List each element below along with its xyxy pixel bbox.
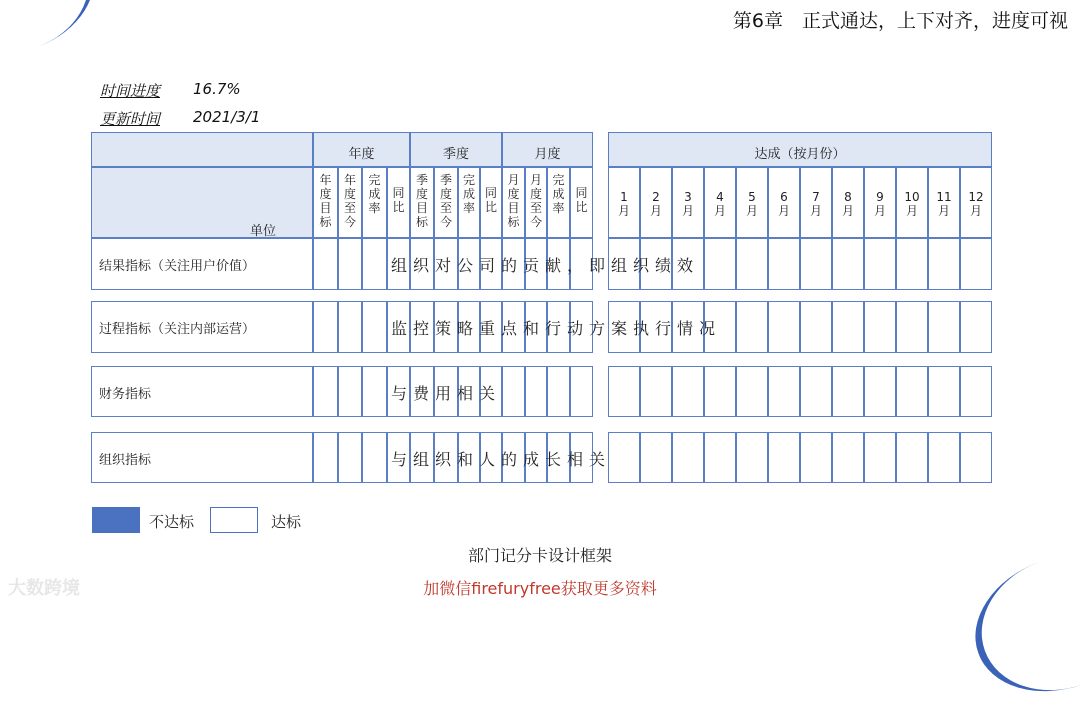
month-cell (864, 301, 896, 353)
month-cell (928, 238, 960, 290)
row-label-2: 过程指标（关注内部运营） (99, 322, 256, 337)
month-cell (640, 432, 672, 483)
month-label-9: 9 月 (873, 190, 886, 218)
table-cell (362, 366, 387, 417)
month-label-6: 6 月 (777, 190, 790, 218)
table-cell (338, 366, 362, 417)
month-cell (608, 432, 640, 483)
month-cell (736, 366, 768, 417)
month-cell (704, 238, 736, 290)
month-label-11: 11 月 (936, 190, 952, 218)
table-cell (362, 301, 387, 353)
table-cell (362, 432, 387, 483)
table-cell (547, 366, 570, 417)
sub-column-label: 季 度 至 今 (439, 173, 452, 229)
month-cell (896, 238, 928, 290)
month-cell (864, 238, 896, 290)
chapter-title: 第6章 正式通达，上下对齐，进度可视 (732, 10, 1068, 32)
row-label-4: 组织指标 (99, 452, 152, 468)
row-note-3: 与费用相关 (391, 383, 502, 403)
month-cell (864, 432, 896, 483)
time-progress-label: 时间进度 (100, 82, 161, 100)
time-progress-value: 16.7% (193, 80, 241, 98)
unit-header-label: 单位 (250, 224, 277, 239)
unit-header-cell (91, 167, 313, 238)
month-cell (736, 432, 768, 483)
table-cell (313, 366, 338, 417)
time-progress (100, 80, 241, 101)
month-cell (800, 238, 832, 290)
month-cell (768, 301, 800, 353)
legend-label-met: 达标 (271, 513, 302, 531)
month-cell (864, 366, 896, 417)
row-note-4: 与组织和人的成长相关 (391, 449, 612, 469)
sub-column-label: 年 度 目 标 (319, 173, 332, 229)
month-label-3: 3 月 (681, 190, 694, 218)
footer-note: 加微信firefuryfree获取更多资料 (423, 579, 657, 598)
watermark: 大数跨境 (8, 578, 80, 599)
month-label-8: 8 月 (841, 190, 854, 218)
month-cell (768, 366, 800, 417)
update-time-label: 更新时间 (100, 110, 161, 128)
sub-column-label: 完 成 率 (552, 173, 565, 215)
update-time (100, 108, 261, 129)
month-cell (960, 238, 992, 290)
footer-title: 部门记分卡设计框架 (467, 546, 612, 565)
month-cell (736, 238, 768, 290)
month-cell (960, 301, 992, 353)
group-header-label-1: 年度 (348, 147, 375, 162)
month-cell (672, 432, 704, 483)
sub-column-label: 同 比 (575, 186, 588, 214)
achievement-header-label: 达成（按月份） (754, 147, 846, 162)
table-cell (313, 301, 338, 353)
month-cell (832, 366, 864, 417)
legend-swatch-met (210, 507, 258, 533)
legend-swatch-not-met (92, 507, 140, 533)
sub-column-label: 同 比 (484, 186, 497, 214)
month-label-10: 10 月 (904, 190, 920, 218)
corner-decoration-top-left (0, 0, 112, 73)
row-label-3: 财务指标 (99, 386, 152, 402)
month-cell (704, 366, 736, 417)
row-note-1: 组织对公司的贡献，即组织绩效 (391, 256, 700, 275)
table-cell (525, 366, 547, 417)
sub-column-label: 季 度 目 标 (415, 173, 428, 229)
month-label-5: 5 月 (745, 190, 758, 218)
month-cell (768, 432, 800, 483)
month-cell (800, 432, 832, 483)
table-cell (502, 366, 525, 417)
month-cell (832, 238, 864, 290)
update-time-value: 2021/3/1 (193, 108, 261, 126)
month-cell (800, 301, 832, 353)
month-cell (640, 366, 672, 417)
month-cell (896, 432, 928, 483)
sub-column-label: 同 比 (392, 186, 405, 214)
unit-header-top (91, 132, 313, 167)
month-label-12: 12 月 (968, 190, 984, 218)
month-cell (928, 366, 960, 417)
month-cell (608, 366, 640, 417)
table-cell (338, 301, 362, 353)
sub-column-label: 月 度 至 今 (529, 173, 542, 229)
month-cell (928, 301, 960, 353)
sub-column-label: 月 度 目 标 (507, 173, 520, 229)
month-cell (768, 238, 800, 290)
month-cell (704, 432, 736, 483)
month-cell (960, 366, 992, 417)
month-label-1: 1 月 (617, 190, 630, 218)
table-cell (362, 238, 387, 290)
group-header-label-3: 月度 (534, 147, 561, 162)
month-cell (672, 366, 704, 417)
group-header-label-2: 季度 (442, 147, 469, 162)
month-cell (928, 432, 960, 483)
month-label-4: 4 月 (713, 190, 726, 218)
row-label-1: 结果指标（关注用户价值） (99, 259, 256, 274)
month-cell (832, 432, 864, 483)
sub-column-label: 完 成 率 (462, 173, 475, 215)
table-cell (338, 238, 362, 290)
month-cell (896, 366, 928, 417)
month-cell (896, 301, 928, 353)
month-cell (832, 301, 864, 353)
month-label-2: 2 月 (649, 190, 662, 218)
sub-column-label: 年 度 至 今 (343, 173, 356, 229)
row-note-2: 监控策略重点和行动方案执行情况 (391, 319, 722, 338)
table-cell (313, 432, 338, 483)
table-cell (570, 366, 593, 417)
table-cell (338, 432, 362, 483)
month-label-7: 7 月 (809, 190, 822, 218)
month-cell (736, 301, 768, 353)
sub-column-label: 完 成 率 (368, 173, 381, 215)
legend-label-not-met: 不达标 (149, 513, 195, 531)
table-cell (313, 238, 338, 290)
month-cell (960, 432, 992, 483)
month-cell (800, 366, 832, 417)
